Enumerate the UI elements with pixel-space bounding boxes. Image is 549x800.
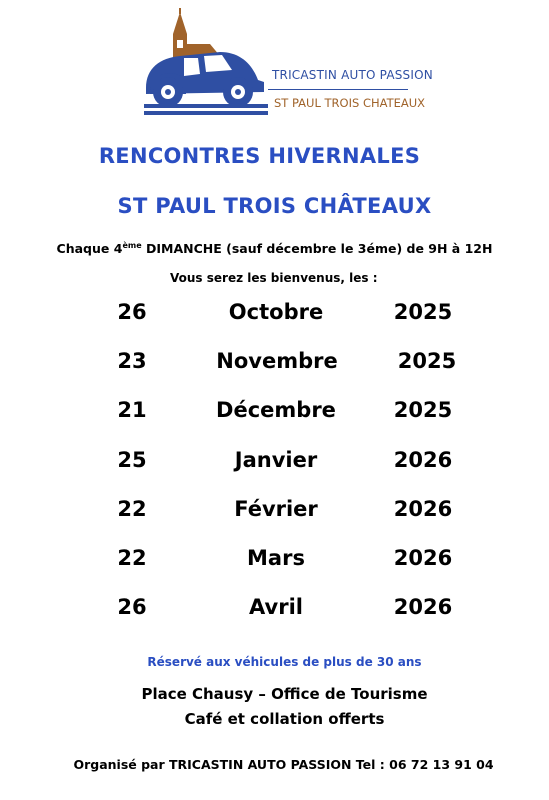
date-month: Mars [247,545,305,570]
dates-list [0,296,549,640]
date-day: 25 [117,447,147,472]
schedule-sup: ème [122,241,142,250]
date-row [0,542,549,591]
date-row [0,345,549,394]
vintage-car-and-bell-tower-icon [140,8,270,118]
date-year: 2025 [393,300,453,324]
schedule-suffix: DIMANCHE (sauf décembre le 3éme) de 9H à 12H [141,241,493,257]
date-month: Octobre [228,300,324,324]
venue-text: Place Chausy – Office de Tourisme [141,685,428,703]
date-year: 2026 [393,496,453,521]
organiser-contact: Organisé par TRICASTIN AUTO PASSION Tel : 06 72 13 91 04 [73,757,494,772]
welcome-text: Vous serez les bienvenus, les : [170,271,378,285]
date-month: Janvier [234,447,318,472]
date-row [0,394,549,443]
schedule-prefix: Chaque 4 [56,241,123,257]
vehicle-requirement: Réservé aux véhicules de plus de 30 ans [147,655,422,669]
date-row [0,591,549,640]
date-day: 26 [117,300,147,324]
logo-divider [268,89,408,90]
refreshments-text: Café et collation offerts [184,710,385,728]
date-row [0,493,549,542]
date-year: 2026 [393,595,453,620]
date-row [0,296,549,345]
date-month: Avril [249,595,303,620]
date-day: 22 [117,496,147,521]
date-day: 23 [117,349,147,374]
date-year: 2026 [393,447,453,472]
date-day: 26 [117,595,147,620]
event-title: RENCONTRES HIVERNALES [98,144,421,168]
date-row [0,444,549,493]
date-year: 2025 [393,398,453,423]
date-day: 21 [117,398,147,423]
logo-town-name: ST PAUL TROIS CHATEAUX [274,96,426,110]
event-location-title: ST PAUL TROIS CHÂTEAUX [117,194,432,218]
date-day: 22 [117,545,147,570]
logo-brand-name: TRICASTIN AUTO PASSION [272,68,433,82]
date-month: Février [234,496,318,521]
date-month: Novembre [216,349,338,374]
date-month: Décembre [216,398,336,423]
date-year: 2026 [393,545,453,570]
schedule-text [0,241,549,256]
date-year: 2025 [397,349,457,374]
